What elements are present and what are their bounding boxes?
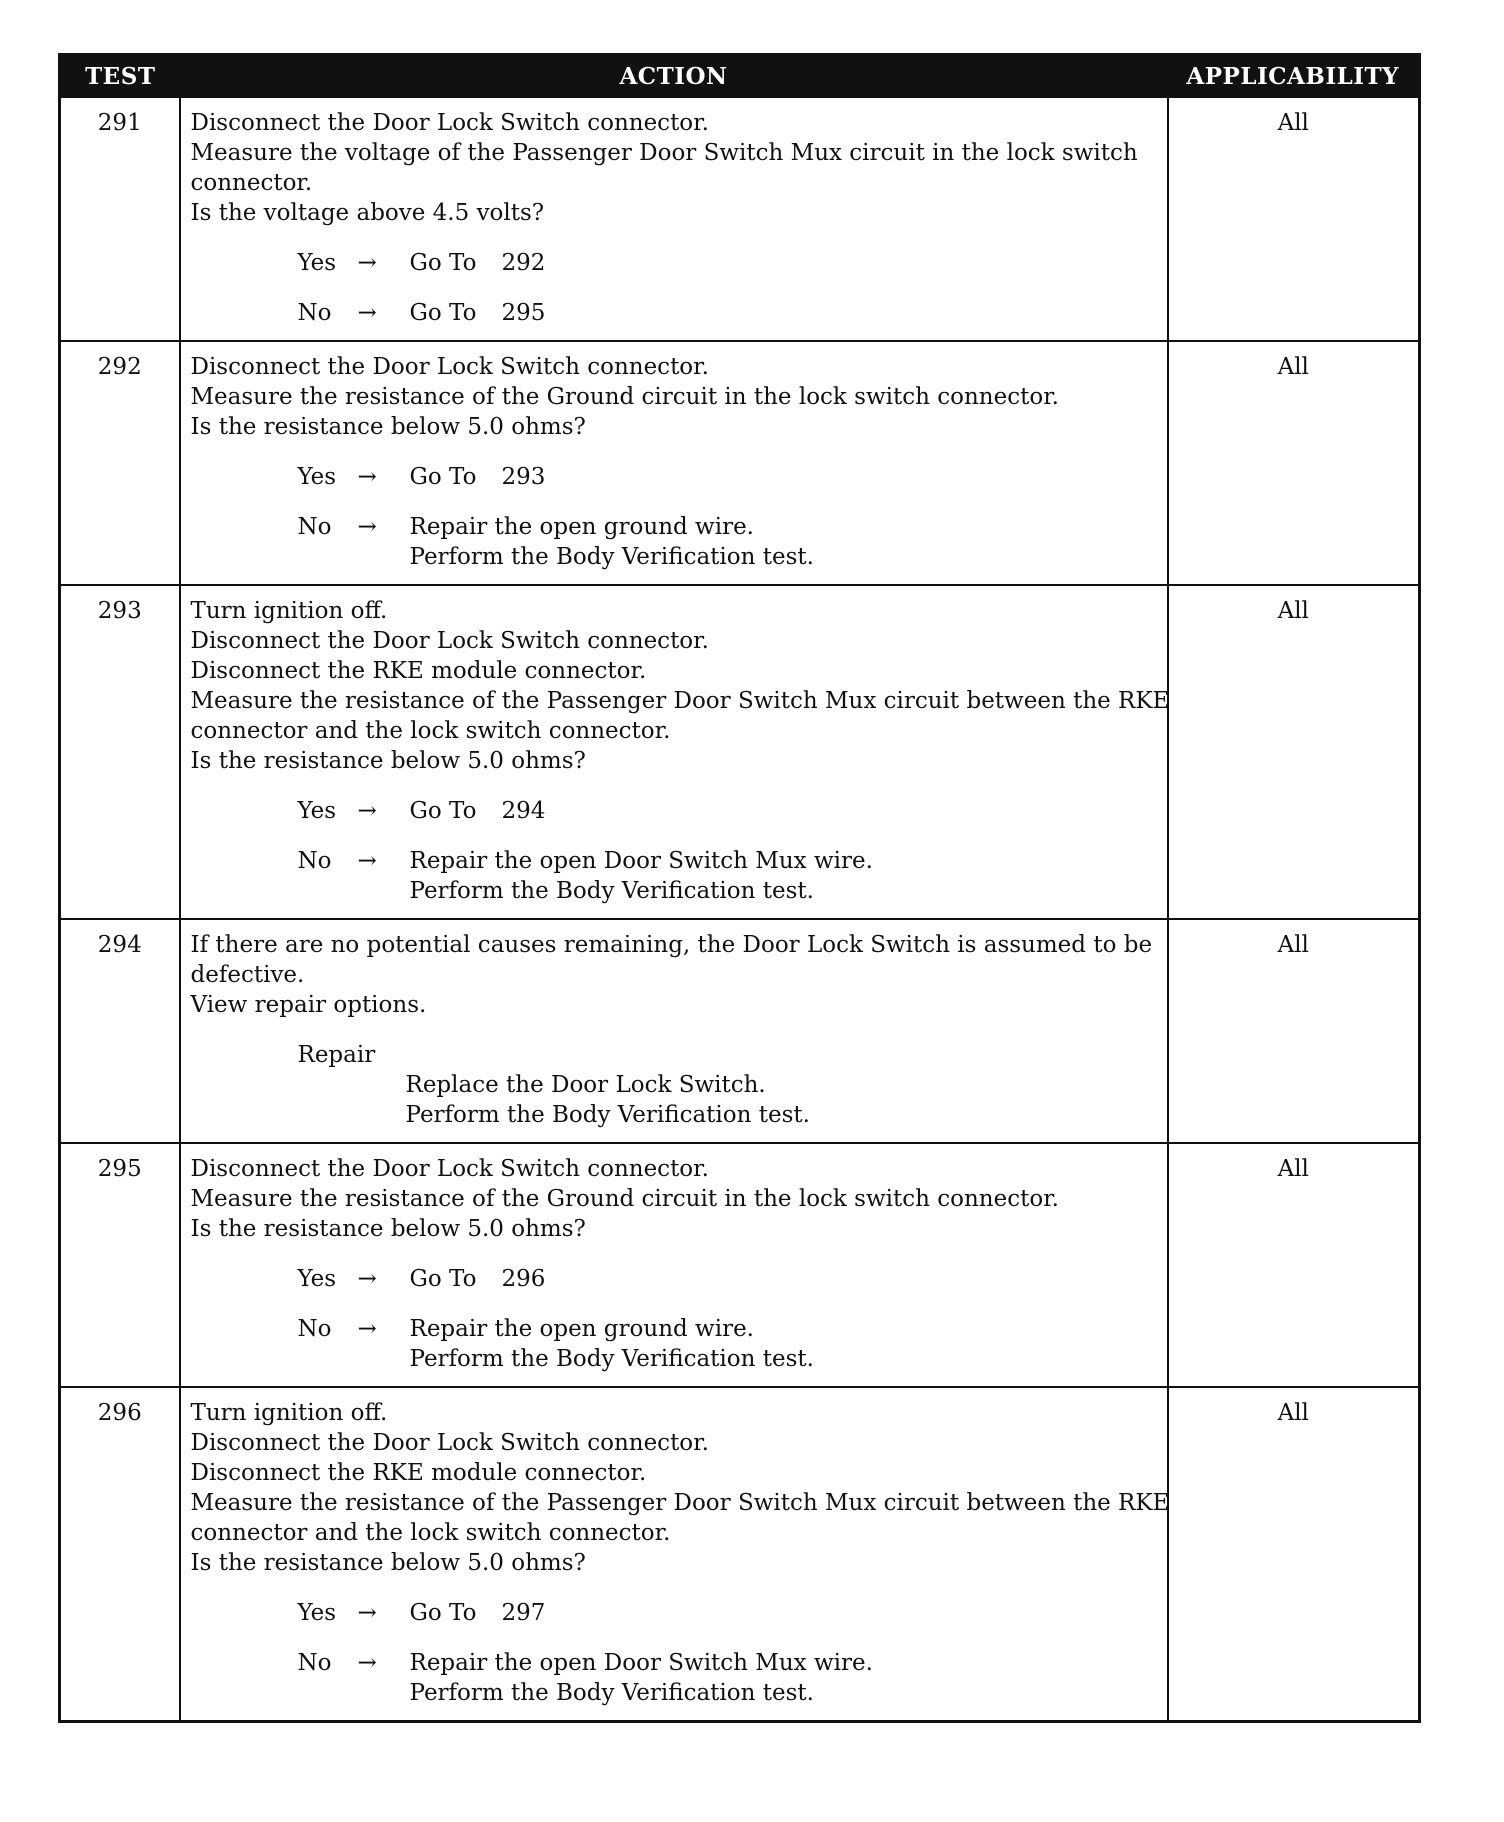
yes-branch <box>191 796 1157 826</box>
action-cell <box>180 1387 1168 1722</box>
action-cell <box>180 97 1168 341</box>
yes-branch <box>191 1598 1157 1628</box>
goto-target: 296 <box>501 1266 546 1292</box>
action-cell <box>180 1143 1168 1387</box>
action-line: Measure the resistance of the Passenger Door Switch Mux circuit between the RKE <box>190 1490 1170 1516</box>
arrow-right-icon: → <box>357 250 377 276</box>
repair-steps <box>191 1070 1157 1130</box>
action-line: Turn ignition off. <box>190 598 388 624</box>
arrow-right-icon: → <box>357 300 377 326</box>
yes-label: Yes <box>297 798 337 824</box>
goto-reference <box>410 462 1157 492</box>
test-number: 295 <box>60 1143 180 1387</box>
applicability-value: All <box>1168 1387 1420 1722</box>
goto-reference <box>410 298 1157 328</box>
action-line: connector and the lock switch connector. <box>190 718 671 744</box>
no-branch <box>191 298 1157 328</box>
goto-target: 292 <box>501 250 546 276</box>
applicability-value: All <box>1168 919 1420 1143</box>
arrow-right-icon: → <box>357 1266 377 1292</box>
action-cell <box>180 585 1168 919</box>
instruction-line: Perform the Body Verification test. <box>409 544 814 570</box>
test-number: 293 <box>60 585 180 919</box>
yes-label: Yes <box>297 1266 337 1292</box>
goto-reference <box>410 1598 1157 1628</box>
goto-label: Go To <box>409 250 477 276</box>
action-line: Is the resistance below 5.0 ohms? <box>190 1550 586 1576</box>
action-line: Disconnect the Door Lock Switch connector. <box>190 628 709 654</box>
action-cell <box>180 919 1168 1143</box>
repair-step: Perform the Body Verification test. <box>405 1102 810 1128</box>
yes-label: Yes <box>297 1600 337 1626</box>
no-label: No <box>297 514 332 540</box>
action-line: Turn ignition off. <box>190 1400 388 1426</box>
table-row <box>60 585 1420 919</box>
header-applicability: APPLICABILITY <box>1168 55 1420 98</box>
goto-target: 295 <box>501 300 546 326</box>
test-number: 296 <box>60 1387 180 1722</box>
action-line: Disconnect the Door Lock Switch connector. <box>190 354 709 380</box>
action-line: Measure the resistance of the Ground circuit in the lock switch connector. <box>190 1186 1059 1212</box>
arrow-right-icon: → <box>357 464 377 490</box>
instruction-line: Repair the open ground wire. <box>409 1316 754 1342</box>
action-line: Disconnect the RKE module connector. <box>190 1460 647 1486</box>
no-label: No <box>297 1316 332 1342</box>
action-line: defective. <box>190 962 305 988</box>
goto-label: Go To <box>409 464 477 490</box>
arrow-right-icon: → <box>357 848 377 874</box>
table-row <box>60 1143 1420 1387</box>
goto-target: 293 <box>501 464 546 490</box>
branch-instructions <box>410 512 1157 572</box>
instruction-line: Repair the open Door Switch Mux wire. <box>409 848 873 874</box>
instruction-line: Perform the Body Verification test. <box>409 1680 814 1706</box>
action-line: Disconnect the Door Lock Switch connector. <box>190 1156 709 1182</box>
action-line: Is the resistance below 5.0 ohms? <box>190 748 586 774</box>
yes-label: Yes <box>297 464 337 490</box>
goto-target: 294 <box>501 798 546 824</box>
goto-target: 297 <box>501 1600 546 1626</box>
table-row <box>60 1387 1420 1722</box>
action-line: View repair options. <box>190 992 427 1018</box>
instruction-line: Repair the open Door Switch Mux wire. <box>409 1650 873 1676</box>
repair-label: Repair <box>297 1042 376 1068</box>
applicability-value: All <box>1168 341 1420 585</box>
no-branch <box>191 1648 1157 1708</box>
header-action: ACTION <box>180 55 1168 98</box>
applicability-value: All <box>1168 97 1420 341</box>
goto-label: Go To <box>409 300 477 326</box>
arrow-right-icon: → <box>357 798 377 824</box>
table-row <box>60 919 1420 1143</box>
action-line: If there are no potential causes remaining, the Door Lock Switch is assumed to be <box>190 932 1153 958</box>
branch-instructions <box>410 1648 1157 1708</box>
table-row <box>60 341 1420 585</box>
yes-branch <box>191 1264 1157 1294</box>
instruction-line: Repair the open ground wire. <box>409 514 754 540</box>
applicability-value: All <box>1168 1143 1420 1387</box>
goto-reference <box>410 796 1157 826</box>
no-branch <box>191 512 1157 572</box>
action-line: Measure the voltage of the Passenger Door Switch Mux circuit in the lock switch <box>190 140 1138 166</box>
no-label: No <box>297 300 332 326</box>
goto-label: Go To <box>409 1600 477 1626</box>
yes-branch <box>191 462 1157 492</box>
instruction-line: Perform the Body Verification test. <box>409 878 814 904</box>
action-line: Is the resistance below 5.0 ohms? <box>190 1216 586 1242</box>
arrow-right-icon: → <box>357 1316 377 1342</box>
no-label: No <box>297 848 332 874</box>
diagnostic-test-table <box>58 53 1421 1723</box>
action-line: Measure the resistance of the Passenger Door Switch Mux circuit between the RKE <box>190 688 1170 714</box>
arrow-right-icon: → <box>357 514 377 540</box>
applicability-value: All <box>1168 585 1420 919</box>
branch-instructions <box>410 846 1157 906</box>
header-test: TEST <box>60 55 180 98</box>
test-number: 294 <box>60 919 180 1143</box>
action-line: Measure the resistance of the Ground circuit in the lock switch connector. <box>190 384 1059 410</box>
goto-reference <box>410 1264 1157 1294</box>
goto-label: Go To <box>409 798 477 824</box>
test-number: 292 <box>60 341 180 585</box>
table-header <box>60 55 1420 98</box>
goto-label: Go To <box>409 1266 477 1292</box>
branch-instructions <box>410 1314 1157 1374</box>
test-number: 291 <box>60 97 180 341</box>
action-line: Is the voltage above 4.5 volts? <box>190 200 545 226</box>
action-cell <box>180 341 1168 585</box>
document-page <box>58 53 1418 1723</box>
no-label: No <box>297 1650 332 1676</box>
action-line: Disconnect the Door Lock Switch connector. <box>190 1430 709 1456</box>
repair-step: Replace the Door Lock Switch. <box>405 1072 766 1098</box>
action-line: Disconnect the Door Lock Switch connector. <box>190 110 709 136</box>
action-line: connector and the lock switch connector. <box>190 1520 671 1546</box>
action-line: connector. <box>190 170 313 196</box>
table-body <box>60 97 1420 1722</box>
instruction-line: Perform the Body Verification test. <box>409 1346 814 1372</box>
yes-branch <box>191 248 1157 278</box>
action-line: Disconnect the RKE module connector. <box>190 658 647 684</box>
goto-reference <box>410 248 1157 278</box>
no-branch <box>191 846 1157 906</box>
table-row <box>60 97 1420 341</box>
no-branch <box>191 1314 1157 1374</box>
arrow-right-icon: → <box>357 1600 377 1626</box>
action-line: Is the resistance below 5.0 ohms? <box>190 414 586 440</box>
arrow-right-icon: → <box>357 1650 377 1676</box>
yes-label: Yes <box>297 250 337 276</box>
